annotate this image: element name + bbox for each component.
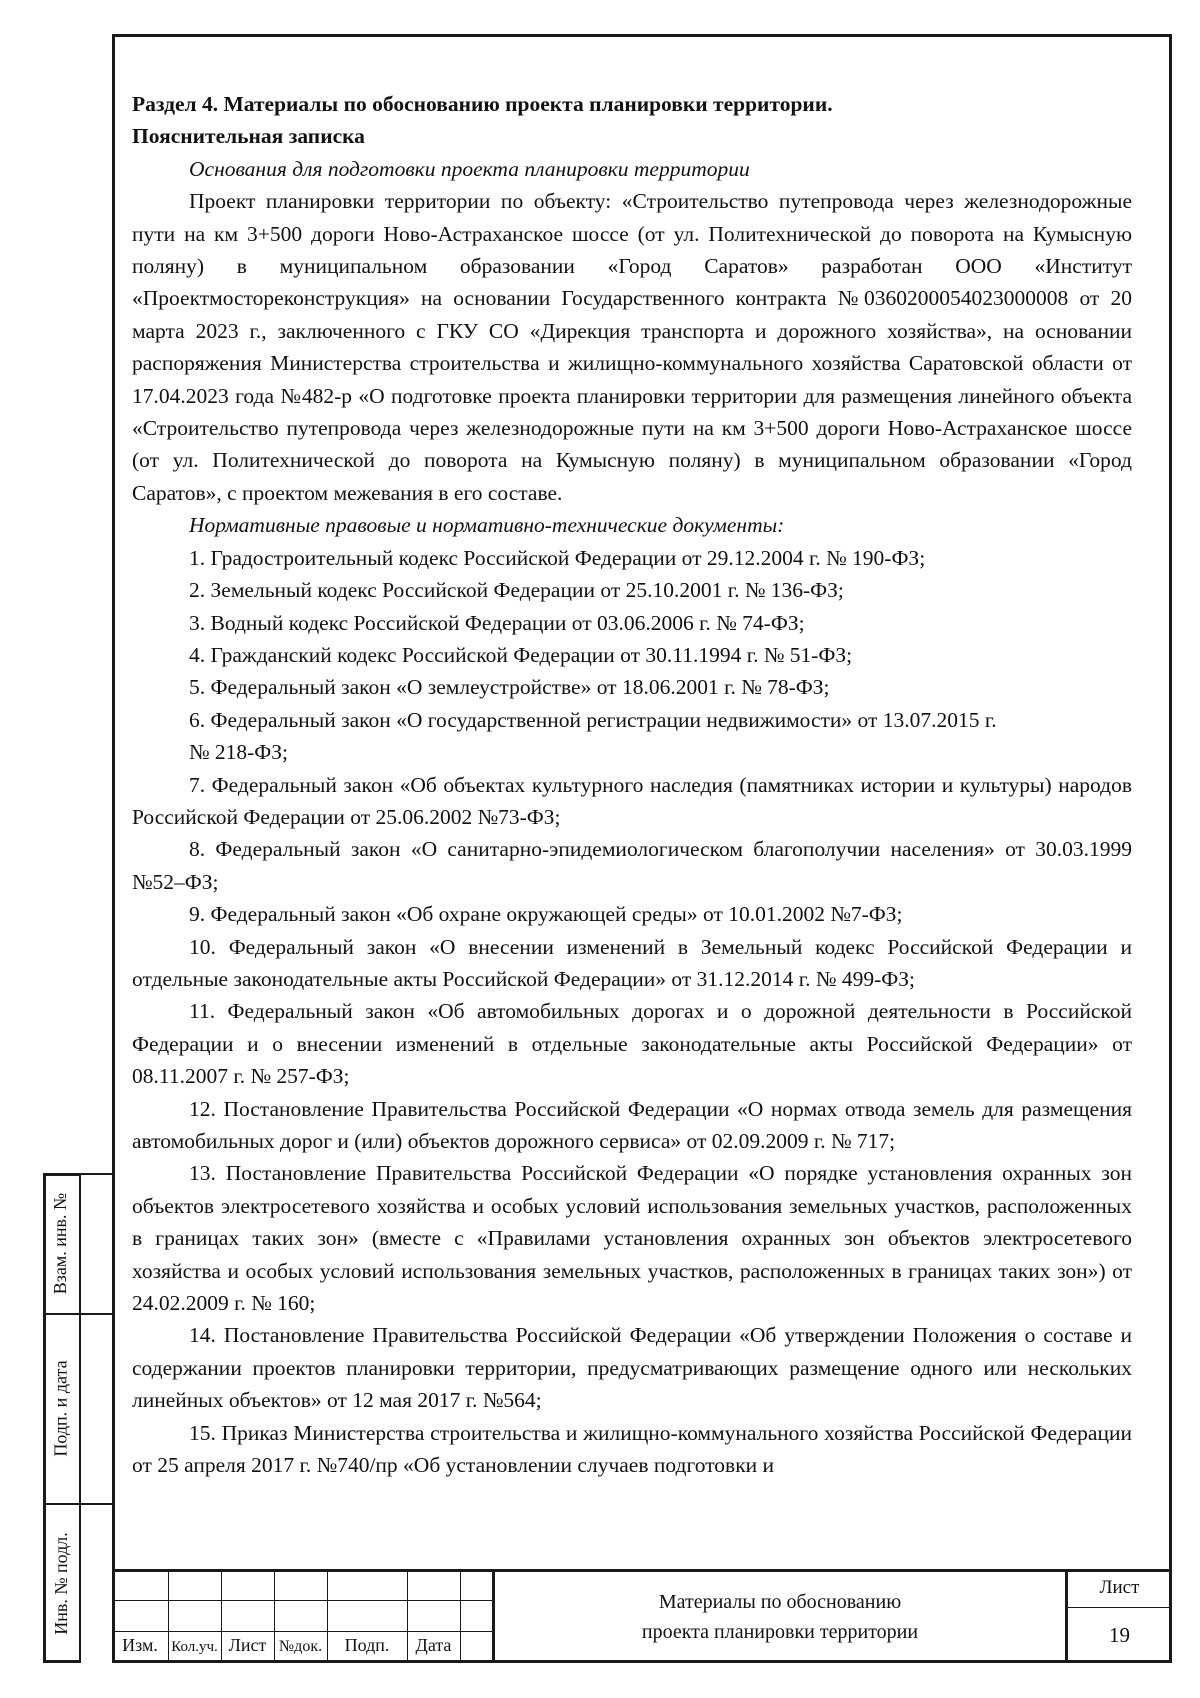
docs-subheading: Нормативные правовые и нормативно-технические документы: <box>189 513 785 538</box>
sheet-number: 19 <box>1109 1623 1130 1647</box>
col-list: Лист <box>228 1635 267 1655</box>
replace-inv-label: Взам. инв. № <box>50 1192 71 1294</box>
col-data: Дата <box>415 1635 452 1655</box>
doc-item-9: 9. Федеральный закон «Об охране окружающей среды» от 10.01.2002 №7-ФЗ; <box>189 902 903 927</box>
doc-item-12: 12. Постановление Правительства Российской Федерации «О нормах отвода земель для размещения автомобильных дорог и (или) объектов дорожного сервиса» от 02.09.2009 г. № 717; <box>132 1096 1132 1153</box>
doc-item-14: 14. Постановление Правительства Российской Федерации «Об утверждении Положения о составе и содержании проектов планировки территории, предусматривающих размещение одного или нескольких линейных объектов» от 12 мая 2017 г. №564; <box>132 1323 1132 1413</box>
doc-item-6-cont: № 218-ФЗ; <box>189 740 289 765</box>
doc-item-2: 2. Земельный кодекс Российской Федерации от 25.10.2001 г. № 136-ФЗ; <box>189 578 844 603</box>
doc-item-6: 6. Федеральный закон «О государственной регистрации недвижимости» от 13.07.2015 г. <box>189 707 997 732</box>
doc-item-1: 1. Градостроительный кодекс Российской Федерации от 29.12.2004 г. № 190-ФЗ; <box>189 545 926 570</box>
col-ndok: №док. <box>278 1638 323 1655</box>
doc-item-11: 11. Федеральный закон «Об автомобильных дорогах и о дорожной деятельности в Российской Федерации и о внесении изменений в отдельные законодательные акты Российской Федерации» от 08.11.2007 г. № 257-ФЗ; <box>132 999 1132 1089</box>
title-block <box>112 1569 1172 1663</box>
section-heading-line1: Раздел 4. Материалы по обоснованию проекта планировки территории. <box>132 92 833 116</box>
document-body <box>132 88 1132 1481</box>
doc-item-10: 10. Федеральный закон «О внесении изменений в Земельный кодекс Российской Федерации и отдельные законодательные акты Российской Федерации» от 31.12.2014 г. № 499-ФЗ; <box>132 934 1132 991</box>
signature-date-label: Подп. и дата <box>50 1359 71 1457</box>
doc-item-4: 4. Гражданский кодекс Российской Федерации от 30.11.1994 г. № 51-ФЗ; <box>189 642 853 667</box>
binding-strip <box>43 1173 112 1663</box>
col-podp: Подп. <box>344 1635 390 1655</box>
original-inv-label: Инв. № подл. <box>50 1531 71 1635</box>
document-title: Материалы по обоснованию проекта планировки территории <box>641 1591 919 1643</box>
doc-item-5: 5. Федеральный закон «О землеустройстве» от 18.06.2001 г. № 78-ФЗ; <box>189 675 830 700</box>
doc-item-15: 15. Приказ Министерства строительства и жилищно-коммунального хозяйства Российской Федерации от 25 апреля 2017 г. №740/пр «Об установлении случаев подготовки и <box>132 1420 1132 1478</box>
doc-item-3: 3. Водный кодекс Российской Федерации от 03.06.2006 г. № 74-ФЗ; <box>189 610 805 635</box>
doc-item-7: 7. Федеральный закон «Об объектах культурного наследия (памятниках истории и культуры) народов Российской Федерации от 25.06.2002 №73-ФЗ; <box>132 772 1132 829</box>
sheet-label: Лист <box>1099 1577 1140 1598</box>
section-heading-line2: Пояснительная записка <box>132 124 365 149</box>
doc-item-8: 8. Федеральный закон «О санитарно-эпидемиологическом благополучии населения» от 30.03.1999 №52–ФЗ; <box>132 837 1132 894</box>
col-kol-uch: Кол.уч. <box>171 1639 218 1655</box>
basis-paragraph: Проект планировки территории по объекту: «Строительство путепровода через железнодорожные пути на км 3+500 дороги Ново-Астраханское шоссе (от ул. Политехнической до поворота на Кумысную поляну) в муниципальном образовании «Город Саратов» разработан ООО «Институт «Проектмостореконструкция» на основании Государственного контракта №0360200054023000008 от 20 марта 2023 г., заключенного с ГКУ СО «Дирекция транспорта и дорожного хозяйства», на основании распоряжения Министерства строительства и жилищно-коммунального хозяйства Саратовской области от 17.04.2023 года №482-р «О подготовке проекта планировки территории для размещения линейного объекта «Строительство путепровода через железнодорожные пути на км 3+500 дороги Ново-Астраханское шоссе (от ул. Политехнической до поворота на Кумысную поляну) в муниципальном образовании «Город Саратов», с проектом межевания в его составе. <box>132 189 1132 505</box>
doc-item-13: 13. Постановление Правительства Российской Федерации «О порядке установления охранных зон объектов электросетевого хозяйства и особых условий использования земельных участков, расположенных в границах таких зон» (вместе с «Правилами установления охранных зон объектов электросетевого хозяйства и особых условий использования земельных участков, расположенных в границах таких зон») от 24.02.2009 г. № 160; <box>132 1161 1132 1316</box>
col-izm: Изм. <box>122 1635 158 1655</box>
basis-subheading: Основания для подготовки проекта планировки территории <box>189 156 750 181</box>
